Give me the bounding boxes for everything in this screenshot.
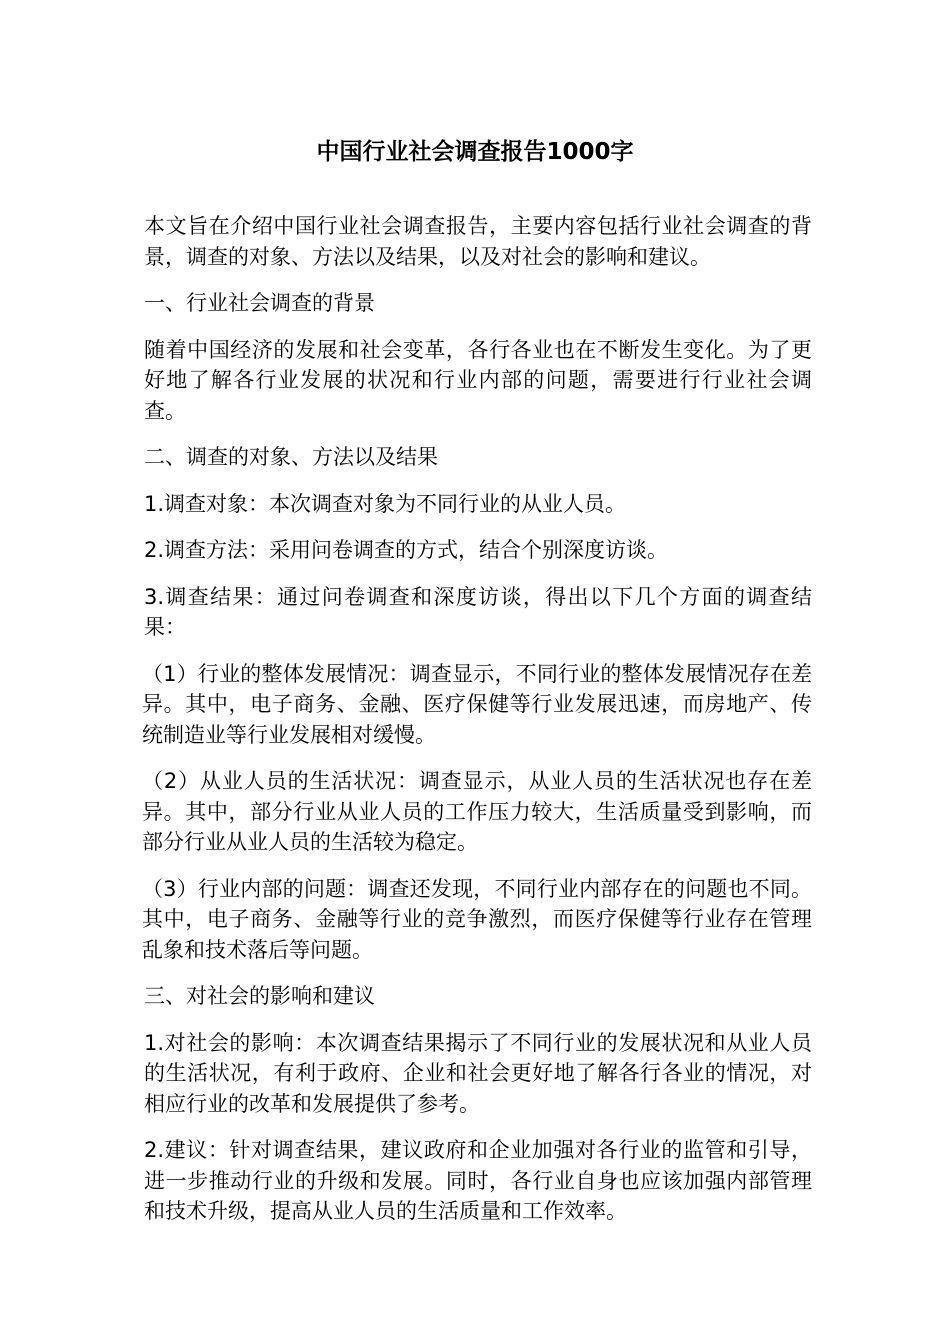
- intro-paragraph: 本文旨在介绍中国行业社会调查报告，主要内容包括行业社会调查的背景，调查的对象、方法以及结果，以及对社会的影响和建议。: [144, 214, 812, 269]
- section-heading-background: 一、行业社会调查的背景: [144, 291, 375, 315]
- section-heading-impact: 三、对社会的影响和建议: [144, 984, 375, 1008]
- survey-method-paragraph: 2.调查方法：采用问卷调查的方式，结合个别深度访谈。: [144, 538, 669, 562]
- survey-results-paragraph: 3.调查结果：通过问卷调查和深度访谈，得出以下几个方面的调查结果：: [144, 584, 812, 639]
- result-item-3: （3）行业内部的问题：调查还发现，不同行业内部存在的问题也不同。其中，电子商务、金融等行业的竞争激烈，而医疗保健等行业存在管理乱象和技术落后等问题。: [142, 876, 812, 962]
- impact-paragraph: 1.对社会的影响：本次调查结果揭示了不同行业的发展状况和从业人员的生活状况，有利于政府、企业和社会更好地了解各行各业的情况，对相应行业的改革和发展提供了参考。: [144, 1030, 812, 1116]
- survey-subjects-paragraph: 1.调查对象：本次调查对象为不同行业的从业人员。: [144, 491, 627, 516]
- suggestion-paragraph: 2.建议：针对调查结果，建议政府和企业加强对各行业的监管和引导，进一步推动行业的升级和发展。同时，各行业自身也应该加强内部管理和技术升级，提高从业人员的生活质量和工作效率。: [144, 1138, 812, 1223]
- section-heading-methods: 二、调查的对象、方法以及结果: [144, 445, 438, 469]
- background-paragraph: 随着中国经济的发展和社会变革，各行各业也在不断发生变化。为了更好地了解各行业发展的状况和行业内部的问题，需要进行行业社会调查。: [144, 337, 812, 423]
- document-title: 中国行业社会调查报告1000字: [316, 139, 634, 165]
- result-item-1: （1）行业的整体发展情况：调查显示，不同行业的整体发展情况存在差异。其中，电子商务、金融、医疗保健等行业发展迅速，而房地产、传统制造业等行业发展相对缓慢。: [142, 661, 812, 747]
- document-body: [144, 211, 812, 1243]
- result-item-2: （2）从业人员的生活状况：调查显示，从业人员的生活状况也存在差异。其中，部分行业从业人员的工作压力较大，生活质量受到影响，而部分行业从业人员的生活较为稳定。: [142, 769, 812, 854]
